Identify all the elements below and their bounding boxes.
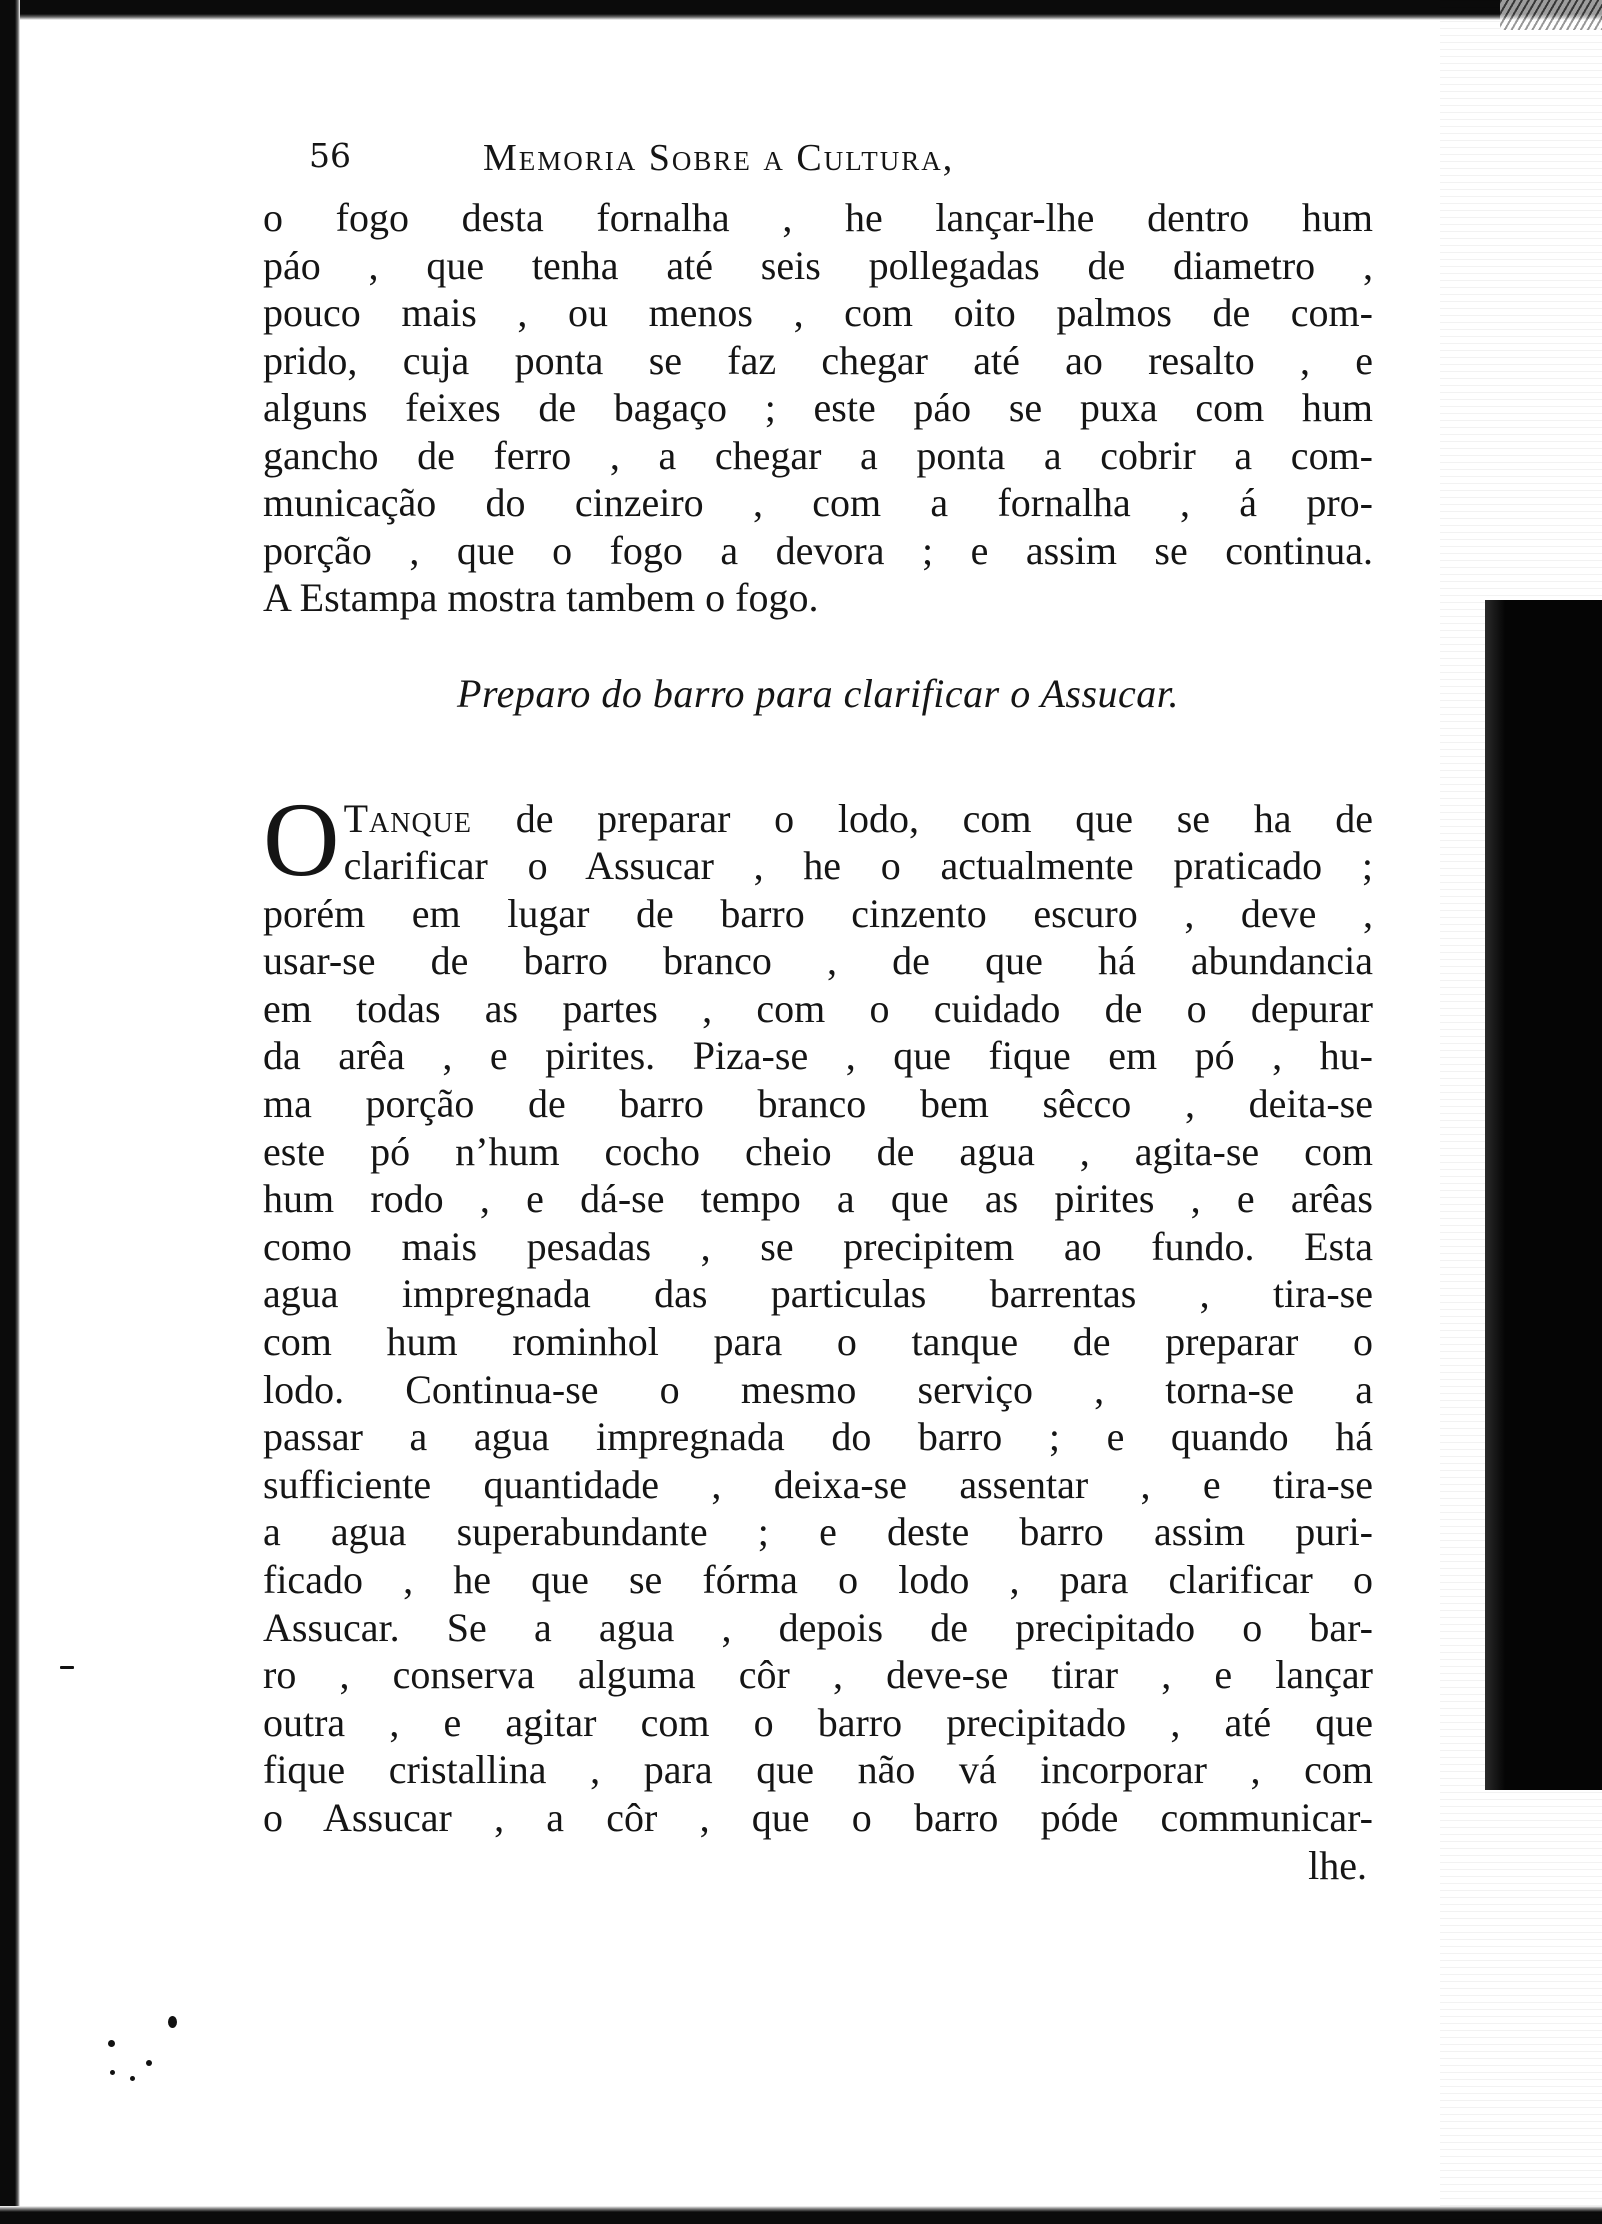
- text-line: da arêa , e pirites. Piza-se , que fique em pó , hu-: [263, 1033, 1373, 1079]
- scan-edge-noise: [1500, 0, 1602, 30]
- section-heading: Preparo do barro para clarificar o Assucar.: [457, 670, 1179, 716]
- text-line: este pó n’hum cocho cheio de agua , agita-se com: [263, 1128, 1373, 1174]
- text-line: ro , conserva alguma côr , deve-se tirar , e lançar: [263, 1652, 1373, 1698]
- final-word: lhe.: [1308, 1842, 1367, 1888]
- first-word-smallcaps: Tanque: [343, 795, 472, 841]
- text-line: com hum rominhol para o tanque de preparar o: [263, 1319, 1373, 1365]
- text-line: municação do cinzeiro , com a fornalha , á pro-: [263, 480, 1373, 525]
- ink-speck: [108, 2040, 115, 2047]
- scan-border-left: [0, 0, 20, 2224]
- text-line: alguns feixes de bagaço ; este páo se puxa com hum: [263, 385, 1373, 430]
- ink-speck: [130, 2076, 135, 2081]
- running-title: Memoria Sobre a Cultura,: [483, 137, 955, 179]
- text-line: passar a agua impregnada do barro ; e quando há: [263, 1414, 1373, 1460]
- text-line: clarificar o Assucar , he o actualmente praticado ;: [343, 843, 1373, 889]
- ink-speck: [146, 2060, 152, 2066]
- text-line: em todas as partes , com o cuidado de o depurar: [263, 985, 1373, 1031]
- text-line: ma porção de barro branco bem sêcco , deita-se: [263, 1081, 1373, 1127]
- text-line: agua impregnada das particulas barrentas , tira-se: [263, 1271, 1373, 1317]
- text-line: ficado , he que se fórma o lodo , para clarificar o: [263, 1557, 1373, 1602]
- book-page: [263, 128, 1373, 1889]
- text-line: prido, cuja ponta se faz chegar até ao resalto , e: [263, 337, 1373, 383]
- ink-speck: [168, 2016, 177, 2028]
- scan-border-top: [0, 0, 1602, 20]
- text-line-first: [263, 795, 1373, 843]
- text-line: o fogo desta fornalha , he lançar-lhe dentro hum: [263, 195, 1373, 240]
- text-line: outra , e agitar com o barro precipitado , até que: [263, 1699, 1373, 1745]
- text-line: gancho de ferro , a chegar a ponta a cobrir a com-: [263, 432, 1373, 478]
- text-line: usar-se de barro branco , de que há abundancia: [263, 938, 1373, 984]
- text-line: sufficiente quantidade , deixa-se assentar , e tira-se: [263, 1461, 1373, 1507]
- text-line: A Estampa mostra tambem o fogo.: [263, 575, 819, 620]
- paragraph-barro: [263, 780, 1373, 1889]
- scan-border-bottom: [0, 2206, 1602, 2224]
- text-line: a agua superabundante ; e deste barro assim puri-: [263, 1509, 1373, 1555]
- text-line: lodo. Continua-se o mesmo serviço , torna-se a: [263, 1366, 1373, 1412]
- ink-speck: [110, 2070, 115, 2075]
- text-line: hum rodo , e dá-se tempo a que as pirites , e arêas: [263, 1176, 1373, 1222]
- text-line: Assucar. Se a agua , depois de precipitado o bar-: [263, 1604, 1373, 1650]
- ink-speck: [60, 1666, 74, 1669]
- running-head: [263, 128, 1373, 194]
- text-line: páo , que tenha até seis pollegadas de diametro ,: [263, 242, 1373, 288]
- drop-cap: O: [263, 780, 340, 898]
- text-line: porção , que o fogo a devora ; e assim se continua.: [263, 527, 1373, 573]
- text-line: fique cristallina , para que não vá incorporar , com: [263, 1747, 1373, 1793]
- paragraph-fornalha: [263, 194, 1373, 622]
- text-line: pouco mais , ou menos , com oito palmos de com-: [263, 290, 1373, 335]
- page-number: 56: [309, 136, 351, 175]
- text-line: porém em lugar de barro cinzento escuro , deve ,: [263, 890, 1373, 936]
- text-line: o Assucar , a côr , que o barro póde communicar-: [263, 1794, 1373, 1840]
- first-line-rest: de preparar o lodo, com que se ha de: [515, 795, 1373, 841]
- scan-edge-shadow: [1485, 600, 1602, 1790]
- text-line: como mais pesadas , se precipitem ao fundo. Esta: [263, 1223, 1373, 1269]
